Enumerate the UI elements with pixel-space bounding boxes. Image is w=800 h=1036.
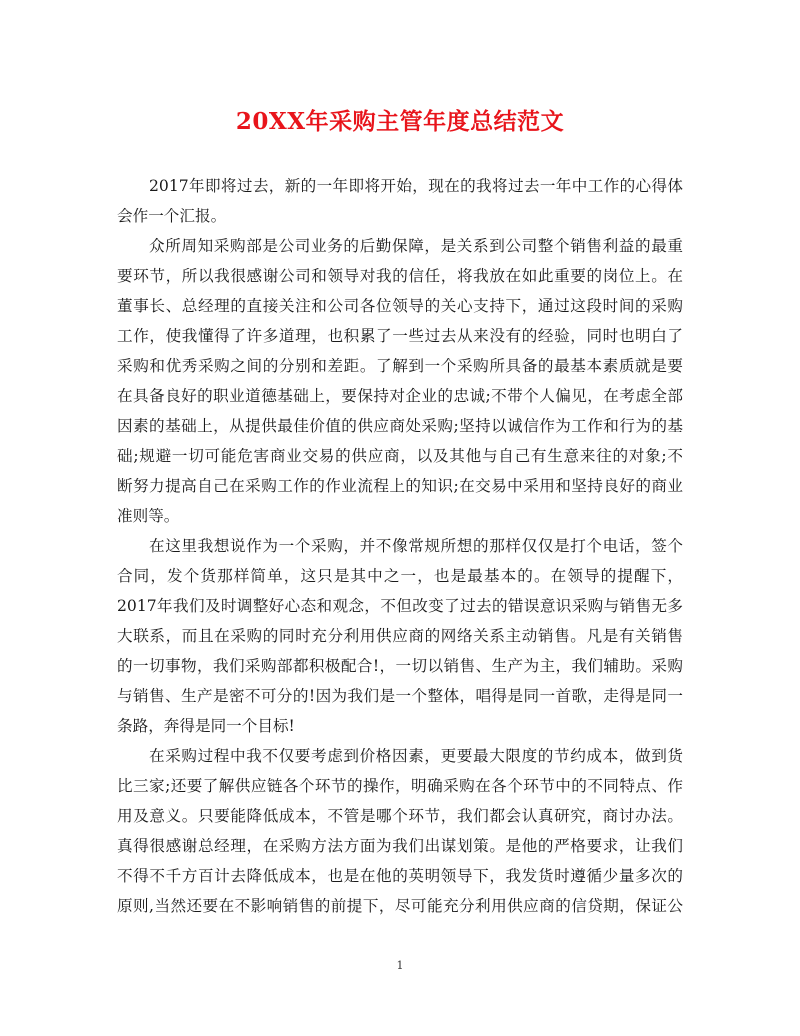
paragraph-line: 2017年我们及时调整好心态和观念，不但改变了过去的错误意识采购与销售无多 bbox=[117, 597, 683, 615]
paragraph-line: 不得不千方百计去降低成本，也是在他的英明领导下，我发货时遵循少量多次的 bbox=[117, 867, 683, 885]
paragraph-line: 合同，发个货那样简单，这只是其中之一，也是最基本的。在领导的提醒下， bbox=[117, 567, 683, 585]
paragraph-line: 在采购过程中我不仅要考虑到价格因素，更要最大限度的节约成本，做到货 bbox=[149, 747, 683, 765]
paragraph-line: 众所周知采购部是公司业务的后勤保障，是关系到公司整个销售利益的最重 bbox=[149, 237, 683, 255]
paragraph-line: 准则等。 bbox=[117, 507, 180, 525]
paragraph-line: 用及意义。只要能降低成本，不管是哪个环节，我们都会认真研究，商讨办法。 bbox=[117, 807, 683, 825]
paragraph-line: 础;规避一切可能危害商业交易的供应商，以及其他与自己有生意来往的对象;不 bbox=[117, 447, 683, 465]
paragraph bbox=[117, 531, 683, 741]
paragraph-line: 大联系，而且在采购的同时充分利用供应商的网络关系主动销售。凡是有关销售 bbox=[117, 627, 683, 645]
paragraph-line: 因素的基础上，从提供最佳价值的供应商处采购;坚持以诚信作为工作和行为的基 bbox=[117, 417, 683, 435]
paragraph-line: 断努力提高自己在采购工作的作业流程上的知识;在交易中采用和坚持良好的商业 bbox=[117, 477, 683, 495]
paragraph-line: 条路，奔得是同一个目标! bbox=[117, 717, 295, 735]
paragraph-line: 采购和优秀采购之间的分别和差距。了解到一个采购所具备的最基本素质就是要 bbox=[117, 357, 683, 375]
page-number: 1 bbox=[396, 959, 404, 972]
paragraph bbox=[117, 171, 683, 231]
paragraph-line: 与销售、生产是密不可分的!因为我们是一个整体，唱得是同一首歌，走得是同一 bbox=[117, 687, 683, 705]
paragraph-line: 在这里我想说作为一个采购，并不像常规所想的那样仅仅是打个电话，签个 bbox=[149, 537, 683, 555]
paragraph bbox=[117, 231, 683, 531]
paragraph-line: 比三家;还要了解供应链各个环节的操作，明确采购在各个环节中的不同特点、作 bbox=[117, 777, 683, 795]
paragraph-line: 在具备良好的职业道德基础上，要保持对企业的忠诚;不带个人偏见，在考虑全部 bbox=[117, 387, 683, 405]
paragraph-line: 的一切事物，我们采购部都积极配合!，一切以销售、生产为主，我们辅助。采购 bbox=[117, 657, 683, 675]
document-body bbox=[117, 171, 683, 921]
paragraph bbox=[117, 741, 683, 921]
paragraph-line: 真得很感谢总经理，在采购方法方面为我们出谋划策。是他的严格要求，让我们 bbox=[117, 837, 683, 855]
paragraph-line: 要环节，所以我很感谢公司和领导对我的信任，将我放在如此重要的岗位上。在 bbox=[117, 267, 683, 285]
paragraph-line: 原则,当然还要在不影响销售的前提下，尽可能充分利用供应商的信贷期，保证公 bbox=[117, 897, 683, 915]
paragraph-line: 董事长、总经理的直接关注和公司各位领导的关心支持下，通过这段时间的采购 bbox=[117, 297, 683, 315]
paragraph-line: 工作，使我懂得了许多道理，也积累了一些过去从来没有的经验，同时也明白了 bbox=[117, 327, 683, 345]
paragraph-line: 会作一个汇报。 bbox=[117, 207, 227, 225]
paragraph-line: 2017年即将过去，新的一年即将开始，现在的我将过去一年中工作的心得体 bbox=[149, 177, 683, 195]
document-title: 20XX年采购主管年度总结范文 bbox=[235, 108, 565, 135]
